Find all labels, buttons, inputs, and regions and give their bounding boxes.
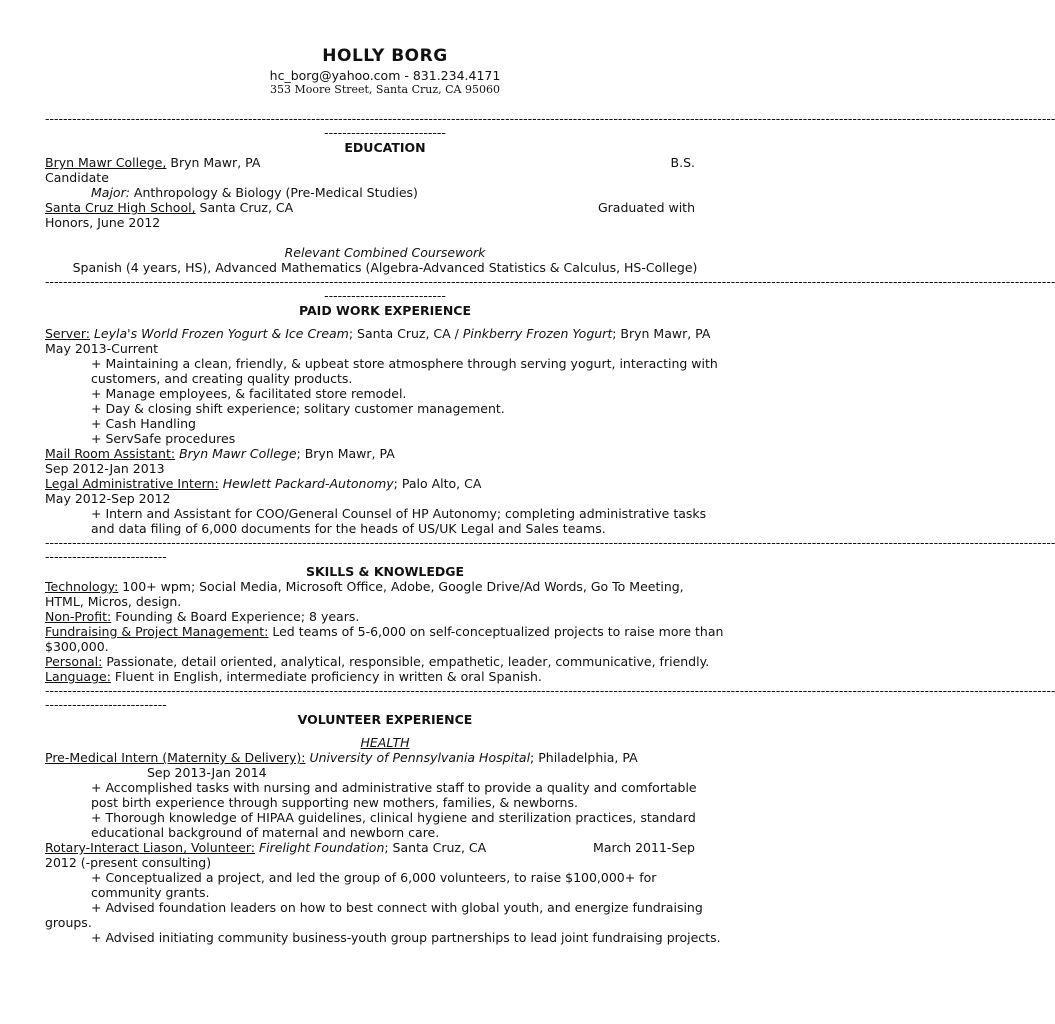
highschool-honors-cont: Honors, June 2012 [45,215,161,230]
college-degree-cont: Candidate [45,170,109,185]
skill-item [45,579,725,609]
divider-continuation: --------------------------- [45,549,167,564]
skill-label: Personal: [45,654,103,669]
spacer [45,727,725,735]
education-row-college [45,155,725,170]
rotary-end: ; Santa Cruz, CA [384,840,487,855]
contact-line: hc_borg@yahoo.com - 831.234.4171 [269,68,501,83]
skill-text: Passionate, detail oriented, analytical, responsible, empathetic, leader, communicative, friendly. [102,654,710,669]
mailroom-employer: Bryn Mawr College [179,446,297,461]
legal-dates: May 2012-Sep 2012 [45,491,171,506]
skill-text: Fluent in English, intermediate proficiency in written & oral Spanish. [110,669,542,684]
rotary-bullet [45,900,725,930]
server-bullet: + Maintaining a clean, friendly, & upbeat store atmosphere through serving yogurt, interacting with customers, and creating quality products. [91,356,718,386]
skill-label: Fundraising & Project Management: [45,624,269,639]
highschool-location: Santa Cruz, CA [195,200,294,215]
skill-item [45,609,725,624]
resume-page [45,44,1055,945]
rotary-dates: March 2011-Sep [593,840,695,855]
rotary-employer: Firelight Foundation [258,840,385,855]
address-line: 353 Moore Street, Santa Cruz, CA 95060 [270,83,500,96]
legal-employer: Hewlett Packard-Autonomy [222,476,394,491]
coursework-heading: Relevant Combined Coursework [284,245,486,260]
skill-item [45,669,725,684]
server-bullet: + Day & closing shift experience; solitary customer management. [91,401,505,416]
skill-label: Technology: [45,579,119,594]
highschool-name: Santa Cruz High School, [45,200,196,215]
skill-item [45,654,725,669]
skill-item [45,624,725,654]
server-bullet: + ServSafe procedures [91,431,236,446]
education-heading: EDUCATION [344,140,426,155]
divider: -------------------------------------------------------------------------------------------------------------------------------------------------------------------------------------------------------------------------------- [45,683,1055,698]
skill-label: Non-Profit: [45,609,112,624]
premed-employer: University of Pennsylvania Hospital [309,750,531,765]
server-mid: ; Santa Cruz, CA / [348,326,463,341]
legal-bullet: + Intern and Assistant for COO/General Counsel of HP Autonomy; completing administrative tasks and data filing of 6,000 documents for the heads of US/UK Legal and Sales teams. [91,506,707,536]
divider-continuation: --------------------------- [45,697,167,712]
college-name: Bryn Mawr College, [45,155,167,170]
server-line [45,326,725,341]
divider: -------------------------------------------------------------------------------------------------------------------------------------------------------------------------------------------------------------------------------- [45,535,1055,550]
rotary-bullet: + Conceptualized a project, and led the group of 6,000 volunteers, to raise $100,000+ for community grants. [91,870,657,900]
legal-line [45,476,725,491]
rotary-dates-cont: 2012 (-present consulting) [45,855,212,870]
rotary-bullet-text: + Advised foundation leaders on how to best connect with global youth, and energize fundraising groups. [45,900,703,930]
legal-end: ; Palo Alto, CA [393,476,482,491]
divider: -------------------------------------------------------------------------------------------------------------------------------------------------------------------------------------------------------------------------------- [45,111,1055,126]
college-degree: B.S. [670,155,695,170]
highschool-honors: Graduated with [597,200,695,215]
rotary-line [45,840,725,855]
skill-text: 100+ wpm; Social Media, Microsoft Office, Adobe, Google Drive/Ad Words, Go To Meeting, HTML, Micros, design. [45,579,684,609]
coursework-text: Spanish (4 years, HS), Advanced Mathematics (Algebra-Advanced Statistics & Calculus, HS-College) [72,260,698,275]
server-employer-2: Pinkberry Frozen Yogurt [462,326,613,341]
divider: -------------------------------------------------------------------------------------------------------------------------------------------------------------------------------------------------------------------------------- [45,274,1055,289]
education-row-highschool [45,200,725,215]
spacer [45,230,725,245]
applicant-name: HOLLY BORG [322,46,448,66]
server-end: ; Bryn Mawr, PA [612,326,711,341]
rotary-label: Rotary-Interact Liason, Volunteer: [45,840,255,855]
server-dates: May 2013-Current [45,341,159,356]
work-heading: PAID WORK EXPERIENCE [298,303,471,318]
server-bullet: + Manage employees, & facilitated store remodel. [91,386,407,401]
skill-text: Founding & Board Experience; 8 years. [111,609,360,624]
mailroom-dates: Sep 2012-Jan 2013 [45,461,165,476]
server-employer-1: Leyla's World Frozen Yogurt & Ice Cream [93,326,349,341]
major-label: Major: [91,185,130,200]
premed-line [45,750,725,765]
college-location: Bryn Mawr, PA [166,155,261,170]
server-bullet: + Cash Handling [91,416,196,431]
spacer [45,318,725,326]
premed-bullet: + Accomplished tasks with nursing and administrative staff to provide a quality and comfortable post birth experience through supporting new mothers, families, & newborns. [91,780,697,810]
rotary-bullet: + Advised initiating community business-youth group partnerships to lead joint fundraising projects. [91,930,721,945]
premed-label: Pre-Medical Intern (Maternity & Delivery): [45,750,306,765]
premed-end: ; Philadelphia, PA [530,750,638,765]
server-label: Server: [45,326,90,341]
major-value: Anthropology & Biology (Pre-Medical Studies) [129,185,418,200]
skill-text: Led teams of 5-6,000 on self-conceptualized projects to raise more than $300,000. [45,624,724,654]
major-line [45,185,725,200]
spacer [45,97,725,112]
mailroom-line [45,446,725,461]
skill-label: Language: [45,669,111,684]
mailroom-label: Mail Room Assistant: [45,446,176,461]
volunteer-heading: VOLUNTEER EXPERIENCE [297,712,473,727]
health-subheading: HEALTH [360,735,410,750]
mailroom-end: ; Bryn Mawr, PA [296,446,395,461]
divider-continuation: --------------------------- [324,125,446,140]
divider-continuation: --------------------------- [324,288,446,303]
skills-heading: SKILLS & KNOWLEDGE [305,564,465,579]
legal-label: Legal Administrative Intern: [45,476,219,491]
premed-dates: Sep 2013-Jan 2014 [147,765,267,780]
premed-bullet: + Thorough knowledge of HIPAA guidelines, clinical hygiene and sterilization practices, standard educational background of maternal and newborn care. [91,810,696,840]
